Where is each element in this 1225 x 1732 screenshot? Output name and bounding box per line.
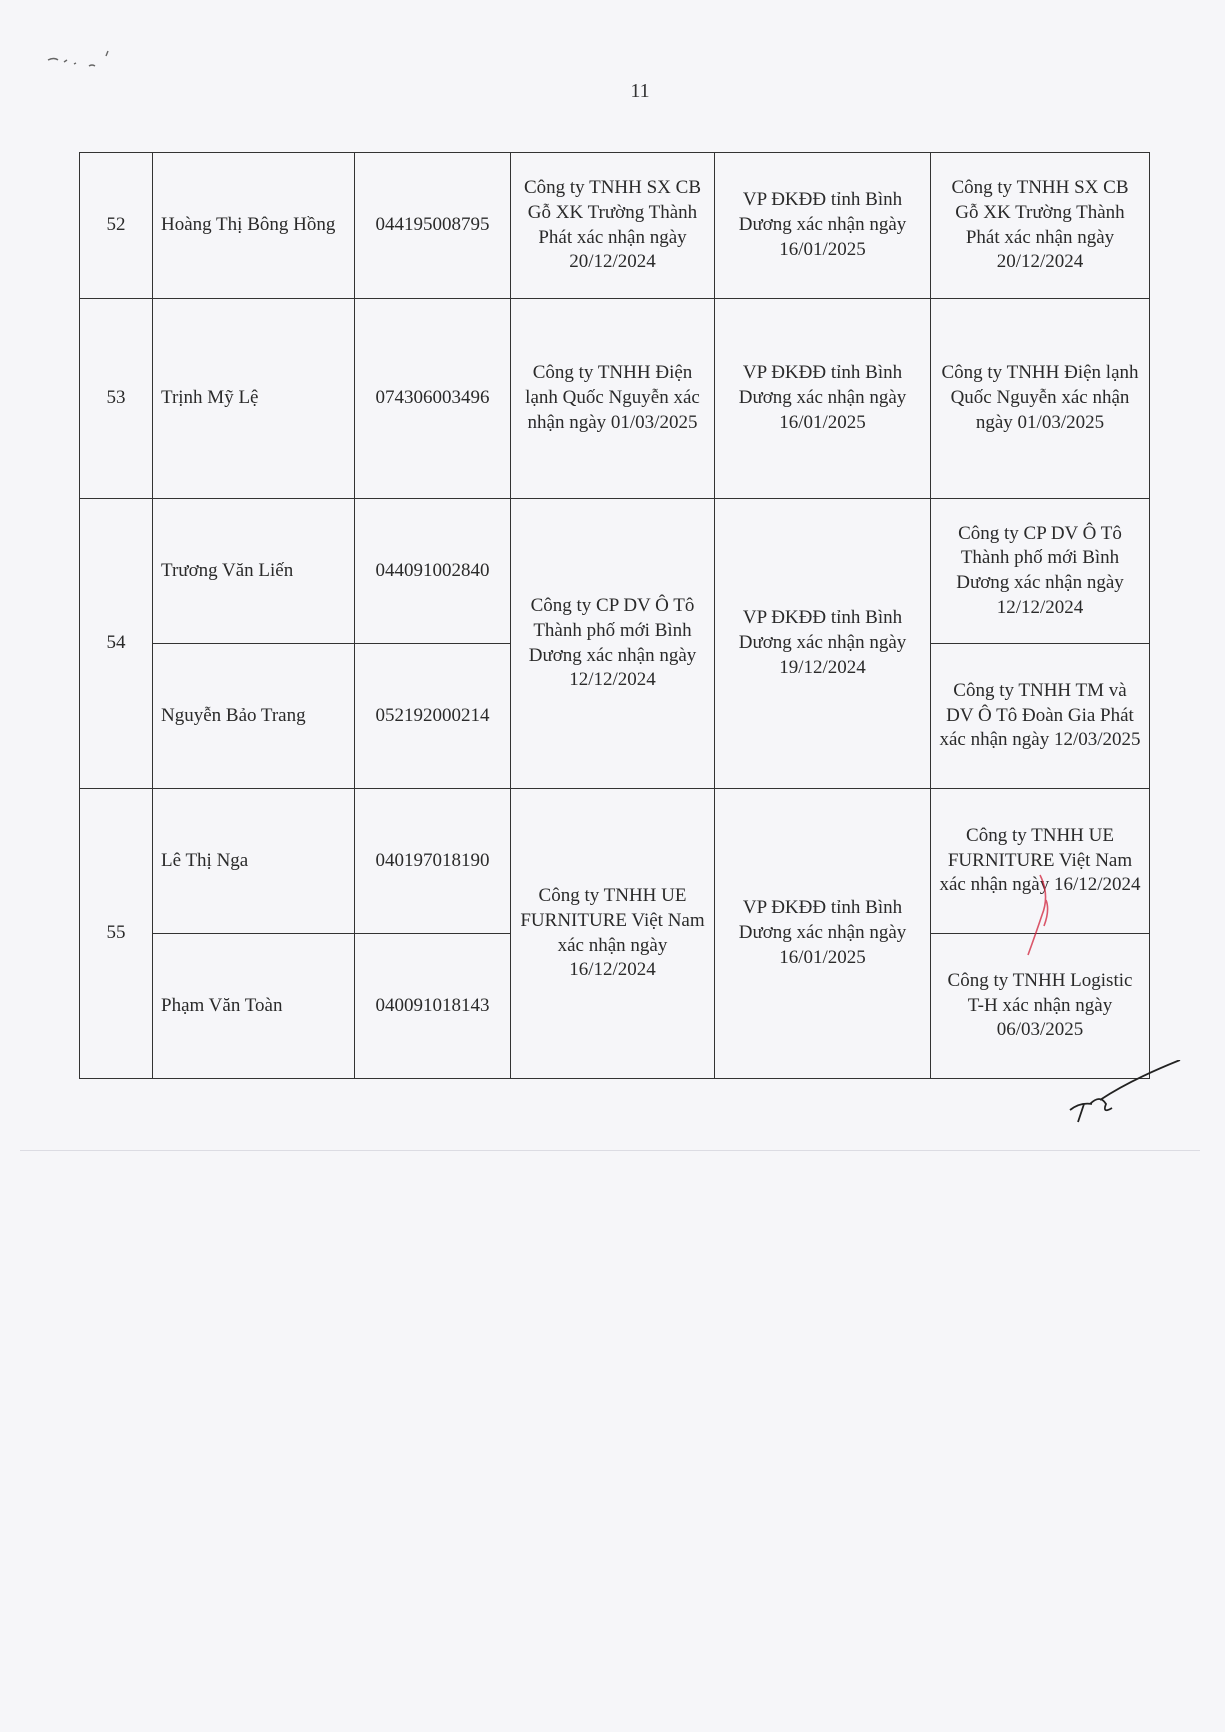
row-number: 55 [80,789,153,1079]
land-office-confirmation: VP ĐKĐĐ tỉnh Bình Dương xác nhận ngày 19/12/2024 [715,499,931,789]
employer-confirmation: Công ty CP DV Ô Tô Thành phố mới Bình Dương xác nhận ngày 12/12/2024 [511,499,715,789]
records-table [79,152,1150,1079]
page-number: 11 [630,80,650,102]
person-name: Trịnh Mỹ Lệ [153,299,355,499]
row-number: 52 [80,153,153,299]
land-office-confirmation: VP ĐKĐĐ tỉnh Bình Dương xác nhận ngày 16/01/2025 [715,789,931,1079]
id-number: 040091018143 [355,934,511,1079]
table-row [80,499,1150,644]
employer-confirmation: Công ty TNHH SX CB Gỗ XK Trường Thành Phát xác nhận ngày 20/12/2024 [511,153,715,299]
person-name: Phạm Văn Toàn [153,934,355,1079]
scan-artifact [44,46,124,76]
current-employer-confirmation: Công ty CP DV Ô Tô Thành phố mới Bình Dương xác nhận ngày 12/12/2024 [931,499,1150,644]
table-row [80,153,1150,299]
row-number: 53 [80,299,153,499]
current-employer-confirmation: Công ty TNHH TM và DV Ô Tô Đoàn Gia Phát xác nhận ngày 12/03/2025 [931,644,1150,789]
employer-confirmation: Công ty TNHH UE FURNITURE Việt Nam xác nhận ngày 16/12/2024 [511,789,715,1079]
current-employer-confirmation: Công ty TNHH Logistic T-H xác nhận ngày 06/03/2025 [931,934,1150,1079]
land-office-confirmation: VP ĐKĐĐ tỉnh Bình Dương xác nhận ngày 16/01/2025 [715,153,931,299]
person-name: Trương Văn Liến [153,499,355,644]
employer-confirmation: Công ty TNHH Điện lạnh Quốc Nguyễn xác nhận ngày 01/03/2025 [511,299,715,499]
scan-fold-line [20,1150,1200,1151]
id-number: 074306003496 [355,299,511,499]
current-employer-confirmation: Công ty TNHH UE FURNITURE Việt Nam xác nhận ngày 16/12/2024 [931,789,1150,934]
id-number: 044195008795 [355,153,511,299]
person-name: Lê Thị Nga [153,789,355,934]
signature [1060,1060,1190,1140]
current-employer-confirmation: Công ty TNHH Điện lạnh Quốc Nguyễn xác nhận ngày 01/03/2025 [931,299,1150,499]
id-number: 044091002840 [355,499,511,644]
person-name: Hoàng Thị Bông Hồng [153,153,355,299]
person-name: Nguyễn Bảo Trang [153,644,355,789]
row-number: 54 [80,499,153,789]
table-row [80,299,1150,499]
table-row [80,789,1150,934]
id-number: 040197018190 [355,789,511,934]
id-number: 052192000214 [355,644,511,789]
current-employer-confirmation: Công ty TNHH SX CB Gỗ XK Trường Thành Phát xác nhận ngày 20/12/2024 [931,153,1150,299]
land-office-confirmation: VP ĐKĐĐ tỉnh Bình Dương xác nhận ngày 16/01/2025 [715,299,931,499]
